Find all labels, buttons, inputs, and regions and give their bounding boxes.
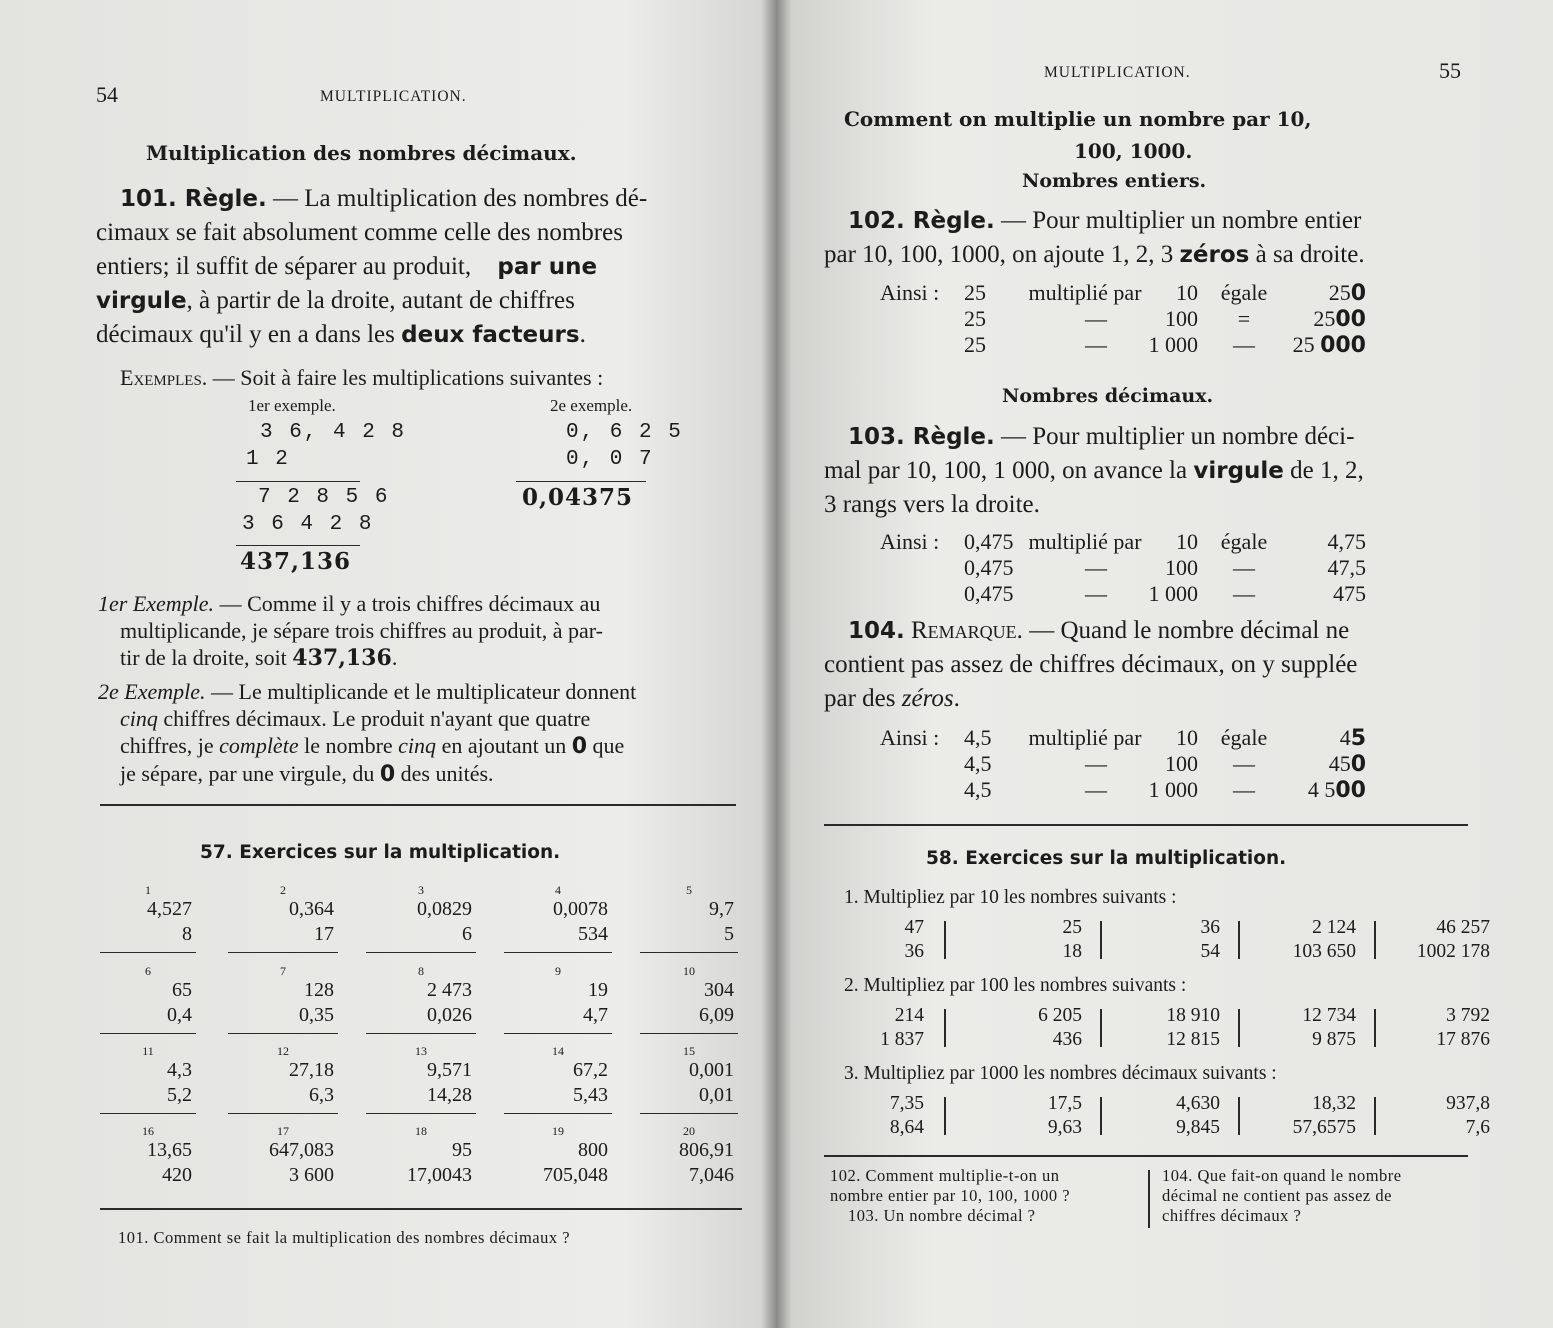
section-title-line-2: 100, 1000. [1074, 139, 1193, 163]
exercises-58-title: 58. Exercices sur la multiplication. [926, 848, 1287, 869]
remark-104-paragraph [824, 614, 1468, 716]
group-value-bottom: 17 876 [1436, 1029, 1490, 1050]
note-1-label: 1er Exemple. [98, 591, 215, 616]
group-separator [1238, 1097, 1240, 1135]
exercise-multiplicand: 0,364 [289, 898, 334, 920]
exercise-multiplier: 420 [162, 1164, 192, 1186]
bold-virgule: virgule [1193, 458, 1284, 484]
table-value: 0,475 [964, 555, 1014, 580]
exercise-multiplier: 6,09 [699, 1004, 734, 1026]
question-3: 3. Multipliez par 1000 les nombres décimaux suivants : [844, 1063, 1277, 1084]
exercise-number: 13 [415, 1044, 427, 1058]
exercise-multiplier: 7,046 [689, 1164, 734, 1186]
added-zeros: 00 [1335, 778, 1366, 803]
result-digits: 25 [1292, 332, 1321, 357]
group-value-bottom: 436 [1052, 1029, 1082, 1050]
exercise-multiplicand: 19 [588, 979, 608, 1001]
result-digits: 475 [1333, 581, 1366, 606]
table-value: 25 [964, 306, 986, 331]
bold-zero: 0 [379, 762, 396, 787]
exercise-multiplier: 14,28 [427, 1084, 472, 1106]
rule-101-number: 101. Règle. [120, 186, 267, 212]
rule-101-paragraph [96, 182, 738, 352]
right-page [778, 0, 1553, 1328]
t: — Quand le nombre décimal ne [1022, 617, 1350, 644]
table-sign: égale [1220, 725, 1268, 750]
group-value-top: 2 124 [1312, 917, 1356, 938]
exercise-multiplier: 705,048 [543, 1164, 608, 1186]
group-value-bottom: 1002 178 [1416, 941, 1490, 962]
exercise-rule [366, 1033, 476, 1034]
footer-questions-left [830, 1166, 1070, 1226]
note-example-2 [98, 678, 740, 788]
table-word: — [1085, 581, 1107, 606]
t: . [953, 685, 960, 712]
exercise-multiplicand: 9,7 [709, 898, 734, 920]
exercise-rule [100, 1033, 196, 1034]
table-result [1266, 777, 1366, 803]
group-value-bottom: 54 [1200, 941, 1220, 962]
rule-103-text-1: — Pour multiplier un nombre déci- [994, 423, 1355, 450]
remark-104-line-1 [824, 614, 1468, 648]
example-1-caption: 1er exemple. [248, 396, 336, 415]
table-sign: = [1237, 306, 1251, 331]
section-title-line-1: Comment on multiplie un nombre par 10, [844, 107, 1312, 131]
footer-questions-right [1162, 1166, 1402, 1226]
footer-question: 101. Comment se fait la multiplication des nombres décimaux ? [118, 1228, 571, 1247]
remark-104-line-3 [824, 682, 1468, 716]
group-value-top: 18,32 [1312, 1093, 1356, 1114]
table-sign: — [1233, 581, 1255, 606]
exercise-rule [640, 1113, 738, 1114]
example-1-result: 437,136 [240, 548, 352, 575]
exercise-multiplier: 6,3 [309, 1084, 334, 1106]
group-value-top: 3 792 [1446, 1005, 1490, 1026]
rule-line [236, 545, 360, 546]
rule-101-line-3 [96, 250, 738, 284]
exercise-multiplier: 0,026 [427, 1004, 472, 1026]
added-zeros: 00 [1335, 307, 1366, 332]
exercise-number: 16 [142, 1124, 154, 1138]
exercise-multiplicand: 95 [452, 1139, 472, 1161]
table-word: — [1085, 751, 1107, 776]
bold-deux-facteurs: deux facteurs [401, 322, 580, 348]
page-number: 55 [1439, 58, 1461, 83]
rule-103-paragraph [824, 420, 1468, 522]
rule-103-line-3: 3 rangs vers la droite. [824, 491, 1040, 518]
exercise-multiplicand: 806,91 [679, 1139, 734, 1161]
group-separator [1238, 921, 1240, 959]
t: par 10, 100, 1000, on ajoute 1, 2, 3 [824, 241, 1180, 268]
exercise-rule [640, 1033, 738, 1034]
table-result [1266, 306, 1366, 332]
t: chiffres, je [120, 733, 220, 758]
table-word: — [1085, 555, 1107, 580]
exercise-rule [640, 952, 738, 953]
exercise-multiplicand: 128 [304, 979, 334, 1001]
footer-line: 104. Que fait-on quand le nombre [1162, 1166, 1402, 1185]
exercise-multiplicand: 4,527 [147, 898, 192, 920]
rule-101-text-5a: décimaux qu'il y en a dans les [96, 321, 402, 348]
bold-zeros: zéros [1179, 242, 1250, 268]
left-page [0, 0, 775, 1328]
exercise-rule [228, 1113, 338, 1114]
note-2-label: 2e Exemple. [98, 679, 206, 704]
group-value-top: 937,8 [1446, 1093, 1490, 1114]
table-factor: 100 [1165, 555, 1198, 580]
group-separator [944, 1009, 946, 1047]
note-2-line-4 [98, 760, 740, 788]
note-1-text-3: tir de la droite, soit [120, 645, 293, 670]
example-2-caption: 2e exemple. [550, 396, 633, 415]
exercise-multiplier: 5,43 [573, 1084, 608, 1106]
exercise-multiplicand: 304 [704, 979, 734, 1001]
added-zeros: 0 [1350, 752, 1366, 777]
result-digits: 4 5 [1307, 777, 1336, 802]
table-result [1266, 555, 1366, 581]
exercise-multiplicand: 0,0829 [417, 898, 472, 920]
note-1-text-1: — Comme il y a trois chiffres décimaux au [214, 591, 601, 616]
rule-102-text-1: — Pour multiplier un nombre entier [994, 207, 1362, 234]
exercise-multiplicand: 4,3 [167, 1059, 192, 1081]
group-value-top: 214 [894, 1005, 924, 1026]
exercise-multiplier: 0,35 [299, 1004, 334, 1026]
note-example-1 [98, 590, 740, 672]
group-value-bottom: 12 815 [1166, 1029, 1220, 1050]
exercise-number: 4 [555, 883, 561, 897]
section-title: Multiplication des nombres décimaux. [146, 141, 577, 165]
exercise-multiplier: 8 [182, 923, 192, 945]
exercise-number: 2 [280, 883, 286, 897]
example-1-partial-2: 3 6 4 2 8 [242, 513, 374, 536]
table-word: multiplié par [1028, 280, 1142, 305]
italic-zeros: zéros [901, 685, 954, 712]
t: que [587, 733, 625, 758]
footer-line: chiffres décimaux ? [1162, 1206, 1302, 1225]
group-value-bottom: 9,63 [1047, 1117, 1082, 1138]
table-factor: 10 [1176, 725, 1198, 750]
table-value: 25 [964, 280, 986, 305]
exercise-number: 10 [683, 964, 695, 978]
table-word: — [1085, 777, 1107, 802]
exercise-multiplier: 4,7 [583, 1004, 608, 1026]
table-result [1266, 529, 1366, 555]
example-2-multiplicand: 0, 6 2 5 [566, 421, 683, 444]
exercise-multiplier: 534 [578, 923, 608, 945]
rule-102-paragraph [824, 204, 1468, 272]
t: à sa droite. [1249, 241, 1365, 268]
group-separator [1100, 1009, 1102, 1047]
exercise-multiplier: 17,0043 [407, 1164, 472, 1186]
divider [824, 824, 1468, 826]
table-sign: égale [1220, 529, 1268, 554]
result-digits: 25 [1328, 280, 1351, 305]
group-value-top: 7,35 [889, 1093, 924, 1114]
table-value: 25 [964, 332, 986, 357]
group-value-top: 25 [1062, 917, 1082, 938]
group-separator [1374, 1097, 1376, 1135]
table-sign: égale [1220, 280, 1268, 305]
exercise-number: 15 [683, 1044, 695, 1058]
exercise-number: 7 [280, 964, 286, 978]
added-zeros: 5 [1350, 726, 1366, 751]
rule-102-line-1 [824, 204, 1468, 238]
table-lead: Ainsi : [880, 529, 940, 554]
group-value-bottom: 1 837 [880, 1029, 924, 1050]
group-value-bottom: 7,6 [1465, 1117, 1490, 1138]
table-factor: 10 [1176, 280, 1198, 305]
table-sign: — [1233, 751, 1255, 776]
italic-cinq: cinq [120, 706, 158, 731]
exercise-rule [228, 952, 338, 953]
exercise-rule [100, 1113, 196, 1114]
question-2: 2. Multipliez par 100 les nombres suivants : [844, 975, 1187, 996]
subtitle-entiers: Nombres entiers. [1022, 170, 1207, 192]
t: des unités. [395, 761, 494, 786]
t: de 1, 2, [1283, 457, 1364, 484]
exercise-number: 8 [418, 964, 424, 978]
example-1-multiplicand: 3 6, 4 2 8 [260, 421, 407, 444]
t: je sépare, par une virgule, du [120, 761, 380, 786]
exercise-number: 3 [418, 883, 424, 897]
group-value-top: 4,630 [1176, 1093, 1220, 1114]
page-number: 54 [96, 82, 118, 107]
bold-result: 437,136 [292, 645, 392, 671]
group-value-bottom: 9 875 [1312, 1029, 1356, 1050]
table-value: 0,475 [964, 581, 1014, 606]
rule-103-line-1 [824, 420, 1468, 454]
examples-text: — Soit à faire les multiplications suivantes : [207, 365, 604, 390]
rule-103-line-2 [824, 454, 1468, 488]
example-1-partial-1: 7 2 8 5 6 [258, 486, 390, 509]
note-2-line-1 [98, 678, 740, 705]
group-separator [1100, 1097, 1102, 1135]
table-result [1266, 280, 1366, 306]
exercise-multiplier: 0,4 [167, 1004, 192, 1026]
remark-104-number: 104. [848, 618, 905, 644]
exercise-multiplier: 5 [724, 923, 734, 945]
table-sign: — [1233, 332, 1255, 357]
footer-line: 102. Comment multiplie-t-on un [830, 1166, 1060, 1185]
table-result [1266, 332, 1366, 358]
exercise-rule [228, 1033, 338, 1034]
example-1-multiplier: 1 2 [246, 448, 290, 471]
table-result [1266, 751, 1366, 777]
group-value-top: 46 257 [1436, 917, 1490, 938]
group-value-bottom: 36 [904, 941, 924, 962]
group-separator [1238, 1009, 1240, 1047]
note-1-line-3 [98, 644, 740, 672]
example-2-multiplier: 0, 0 7 [566, 448, 654, 471]
running-head: MULTIPLICATION. [1044, 64, 1191, 81]
table-word: multiplié par [1028, 725, 1142, 750]
group-value-bottom: 103 650 [1292, 941, 1356, 962]
divider [100, 1208, 742, 1210]
result-digits: 4,75 [1327, 529, 1366, 554]
result-digits: 25 [1313, 306, 1336, 331]
note-2-line-3 [98, 732, 740, 760]
exercise-number: 12 [277, 1044, 289, 1058]
t: par des [824, 685, 902, 712]
result-digits: 45 [1328, 751, 1351, 776]
exercise-multiplicand: 2 473 [427, 979, 472, 1001]
footer-line: nombre entier par 10, 100, 1000 ? [830, 1186, 1071, 1205]
remark-label: Remarque. [911, 617, 1023, 644]
table-value: 4,5 [964, 751, 992, 776]
divider [824, 1155, 1468, 1157]
exercise-multiplier: 17 [314, 923, 334, 945]
exercise-multiplicand: 13,65 [147, 1139, 192, 1161]
exercise-multiplier: 3 600 [289, 1164, 334, 1186]
exercise-rule [504, 952, 612, 953]
t: en ajoutant un [436, 733, 572, 758]
table-factor: 1 000 [1148, 332, 1198, 357]
group-value-top: 47 [904, 917, 924, 938]
examples-intro [120, 365, 603, 391]
group-value-bottom: 57,6575 [1292, 1117, 1356, 1138]
table-factor: 1 000 [1148, 777, 1198, 802]
exercise-number: 19 [552, 1124, 564, 1138]
group-separator [944, 921, 946, 959]
rule-101-line-5 [96, 318, 738, 352]
table-result [1266, 581, 1366, 607]
exercise-multiplier: 6 [462, 923, 472, 945]
divider [100, 804, 736, 806]
table-lead: Ainsi : [880, 280, 940, 305]
note-2-text-2: chiffres décimaux. Le produit n'ayant que quatre [157, 706, 591, 731]
exercise-multiplier: 0,01 [699, 1084, 734, 1106]
footer-separator [1148, 1170, 1150, 1228]
exercise-multiplicand: 65 [172, 979, 192, 1001]
bold-virgule: virgule [96, 288, 187, 314]
table-factor: 1 000 [1148, 581, 1198, 606]
result-digits: 47,5 [1327, 555, 1366, 580]
table-sign: — [1233, 555, 1255, 580]
table-word: multiplié par [1028, 529, 1142, 554]
period: . [391, 645, 398, 670]
exercise-multiplicand: 0,001 [689, 1059, 734, 1081]
bold-par-une: par une [497, 254, 598, 280]
exercise-number: 5 [686, 883, 692, 897]
group-value-top: 6 205 [1038, 1005, 1082, 1026]
group-value-top: 18 910 [1166, 1005, 1220, 1026]
rule-101-text-1: La multiplication des nombres dé- [304, 185, 648, 212]
group-value-bottom: 9,845 [1176, 1117, 1220, 1138]
exercise-rule [366, 1113, 476, 1114]
dash: — [266, 185, 305, 212]
added-zeros: 0 [1350, 281, 1366, 306]
note-1-line-2: multiplicande, je sépare trois chiffres au produit, à par- [120, 618, 603, 643]
italic-cinq: cinq [398, 733, 437, 758]
group-value-top: 17,5 [1047, 1093, 1082, 1114]
rule-line [516, 481, 646, 482]
group-separator [1100, 921, 1102, 959]
note-1-line-1 [98, 590, 740, 617]
exercise-number: 1 [145, 883, 151, 897]
rule-102-line-2 [824, 238, 1468, 272]
remark-104-line-2: contient pas assez de chiffres décimaux, on y supplée [824, 651, 1358, 678]
exercise-rule [366, 952, 476, 953]
group-value-bottom: 8,64 [889, 1117, 924, 1138]
examples-label: Exemples. [120, 365, 208, 390]
running-head: MULTIPLICATION. [320, 88, 467, 105]
group-separator [1374, 1009, 1376, 1047]
exercise-number: 14 [552, 1044, 564, 1058]
note-2-text-1: — Le multiplicande et le multiplicateur donnent [205, 679, 637, 704]
table-value: 4,5 [964, 725, 992, 750]
exercise-multiplicand: 27,18 [289, 1059, 334, 1081]
italic-complete: complète [219, 733, 299, 758]
footer-line: décimal ne contient pas assez de [1162, 1186, 1392, 1205]
exercise-multiplicand: 67,2 [573, 1059, 608, 1081]
table-factor: 100 [1165, 306, 1198, 331]
exercise-multiplicand: 9,571 [427, 1059, 472, 1081]
table-lead: Ainsi : [880, 725, 940, 750]
note-2-line-2 [98, 705, 740, 732]
rule-line [236, 481, 360, 482]
exercise-number: 9 [555, 964, 561, 978]
subtitle-decimaux: Nombres décimaux. [1002, 385, 1214, 407]
table-sign: — [1233, 777, 1255, 802]
exercise-multiplicand: 647,083 [269, 1139, 334, 1161]
exercise-rule [504, 1113, 612, 1114]
exercise-number: 18 [415, 1124, 427, 1138]
exercise-rule [504, 1033, 612, 1034]
rule-101-line-2: cimaux se fait absolument comme celle des nombres [96, 219, 623, 246]
table-value: 4,5 [964, 777, 992, 802]
period: . [579, 321, 586, 348]
rule-101-line-1 [96, 182, 738, 216]
exercise-multiplicand: 800 [578, 1139, 608, 1161]
group-separator [944, 1097, 946, 1135]
example-2-result: 0,04375 [522, 484, 634, 511]
t: mal par 10, 100, 1 000, on avance la [824, 457, 1194, 484]
table-word: — [1085, 332, 1107, 357]
rule-103-number: 103. Règle. [848, 424, 995, 450]
question-1: 1. Multipliez par 10 les nombres suivants : [844, 887, 1177, 908]
exercise-number: 11 [142, 1044, 154, 1058]
bold-zero: 0 [571, 734, 588, 759]
table-factor: 10 [1176, 529, 1198, 554]
rule-101-text-3a: entiers; il suffit de séparer au produit, [96, 253, 478, 280]
footer-line: 103. Un nombre décimal ? [848, 1206, 1036, 1225]
exercise-number: 20 [683, 1124, 695, 1138]
group-separator [1374, 921, 1376, 959]
exercise-rule [100, 952, 196, 953]
exercise-multiplicand: 0,0078 [553, 898, 608, 920]
group-value-top: 12 734 [1302, 1005, 1356, 1026]
exercise-number: 17 [277, 1124, 289, 1138]
exercise-number: 6 [145, 964, 151, 978]
rule-101-line-4 [96, 284, 738, 318]
t: le nombre [298, 733, 399, 758]
added-zeros: 000 [1320, 333, 1366, 358]
rule-102-number: 102. Règle. [848, 208, 995, 234]
group-value-bottom: 18 [1062, 941, 1082, 962]
rule-101-text-4b: , à partir de la droite, autant de chiffres [186, 287, 575, 314]
table-value: 0,475 [964, 529, 1014, 554]
result-digits: 4 [1339, 725, 1351, 750]
table-word: — [1085, 306, 1107, 331]
table-result [1266, 725, 1366, 751]
group-value-top: 36 [1200, 917, 1220, 938]
exercises-57-title: 57. Exercices sur la multiplication. [200, 842, 561, 863]
exercise-multiplier: 5,2 [167, 1084, 192, 1106]
table-factor: 100 [1165, 751, 1198, 776]
